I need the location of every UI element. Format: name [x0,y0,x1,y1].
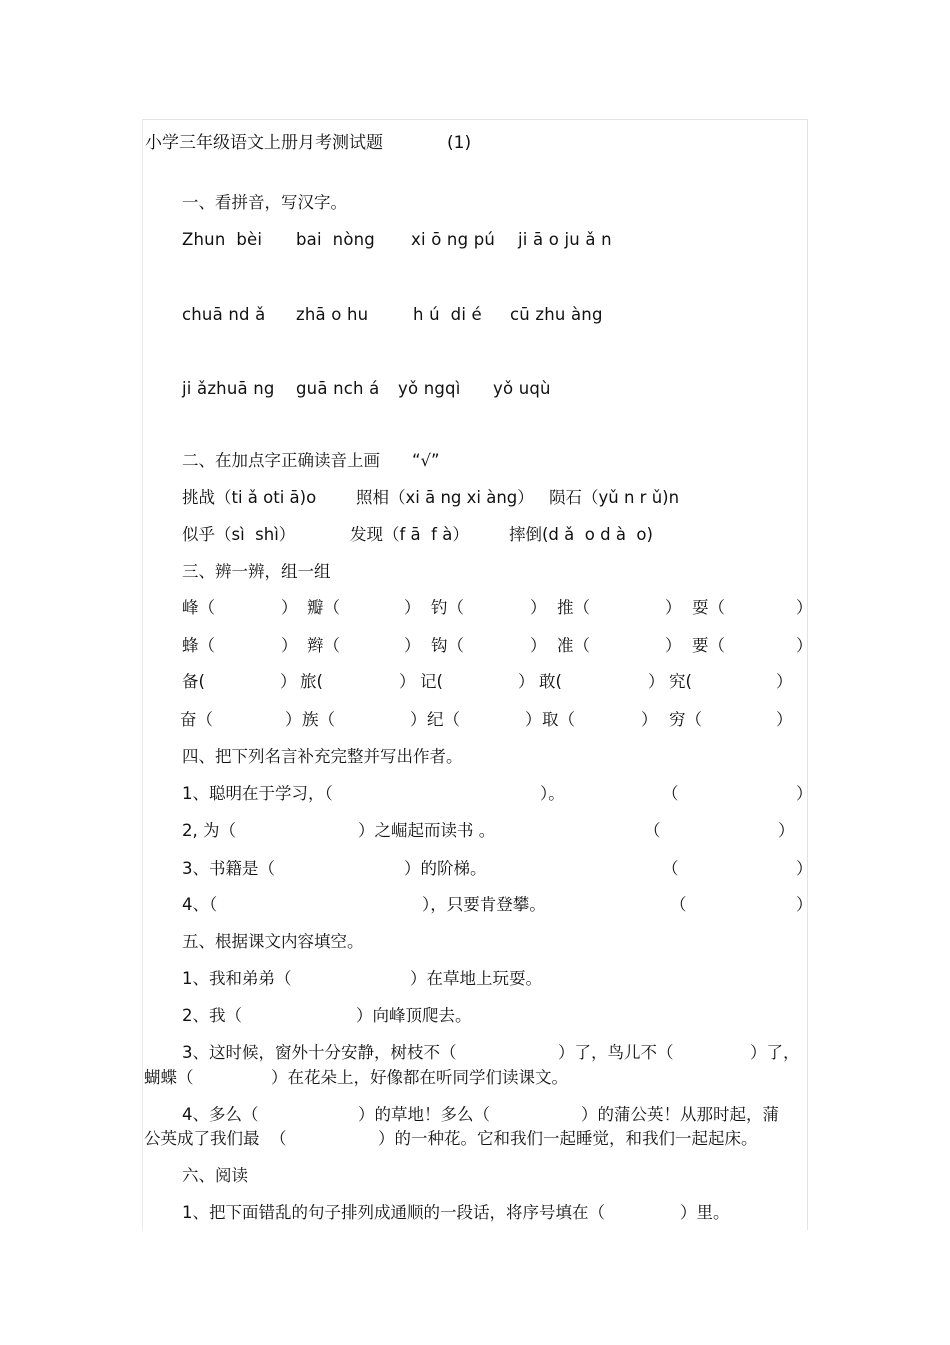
quote-item: 3、书籍是（ [182,859,275,878]
section-2-heading: 二、在加点字正确读音上画 [182,451,380,470]
page-title-number: (1) [447,133,472,153]
reading-item: 似乎（sì shì） [182,525,296,544]
pinyin-item: yǒ ngqì [398,379,461,398]
fill-blank-item: ）向峰顶爬去。 [356,1006,472,1025]
fill-blank-item: ）的草地！多么（ [358,1105,490,1124]
pinyin-item: zhā o hu [296,305,369,324]
section-6-heading: 六、阅读 [182,1166,248,1185]
word-paren: ） [281,636,298,655]
word-char: 要（ [692,636,725,655]
quote-item: ）的阶梯。 [404,859,487,878]
pinyin-item: h ú di é [413,305,482,324]
word-paren: ） [665,598,682,617]
pinyin-item: guā nch á [296,379,380,398]
reading-item: 摔倒(d ǎ o d à o) [509,525,653,544]
word-char: 奋（ [180,710,213,729]
word-paren: ） [410,710,427,729]
fill-blank-item: ）了， [750,1043,800,1062]
author-paren: （ [644,821,661,840]
fill-blank-item: ）在草地上玩耍。 [410,969,542,988]
word-paren: ） [796,636,813,655]
quote-item: 4、（ [182,895,218,914]
word-paren: ） [648,672,665,691]
pinyin-item: ji ā o ju ǎ n [518,230,612,249]
word-char: 取（ [542,710,575,729]
word-char: 峰（ [182,598,215,617]
reading-question: ）里。 [680,1203,730,1222]
pinyin-item: bai nòng [296,230,375,249]
word-char: 敢( [539,672,562,691]
author-paren: （ [662,784,679,803]
word-char: 耍（ [692,598,725,617]
word-char: 钓（ [431,598,464,617]
reading-item: 陨石（yǔ n r ǔ)n [549,488,680,507]
reading-item: 发现（f ā f à） [350,525,469,544]
author-paren: ） [778,821,795,840]
quote-item: ），只要肯登攀。 [422,895,546,914]
word-char: 准（ [557,636,590,655]
reading-item: 照相（xi ā ng xi àng） [356,488,534,507]
word-char: 瓣（ [307,598,340,617]
section-3-heading: 三、辨一辨，组一组 [182,562,331,581]
pinyin-item: yǒ uqù [493,379,551,398]
word-paren: ） [530,636,547,655]
section-5-heading: 五、根据课文内容填空。 [182,932,364,951]
page-frame [142,119,808,1230]
section-1-heading: 一、看拼音，写汉字。 [182,193,347,212]
pinyin-item: Zhun bèi [182,230,263,249]
quote-item: 1、聪明在于学习，（ [182,784,333,803]
word-char: 蜂（ [182,636,215,655]
pinyin-item: xi ō ng pú [411,230,496,249]
author-paren: （ [670,895,687,914]
word-paren: ） [776,710,793,729]
author-paren: ） [796,895,813,914]
fill-blank-item: 1、我和弟弟（ [182,969,292,988]
reading-question: 1、把下面错乱的句子排列成通顺的一段话，将序号填在（ [182,1203,605,1222]
fill-blank-item: 2、我（ [182,1006,242,1025]
word-char: 穷（ [669,710,702,729]
word-paren: ） [281,598,298,617]
fill-blank-item: ）的一种花。它和我们一起睡觉，和我们一起起床。 [378,1129,758,1148]
word-char: 辫（ [307,636,340,655]
fill-blank-item: 3、这时候，窗外十分安静，树枝不（ [182,1043,457,1062]
word-paren: ） [518,672,535,691]
word-paren: ） [285,710,302,729]
word-paren: ） [525,710,542,729]
word-char: 究( [669,672,692,691]
word-paren: ） [665,636,682,655]
fill-blank-item: ）在花朵上，好像都在听同学们读课文。 [271,1068,568,1087]
word-char: 钩（ [431,636,464,655]
word-paren: ） [776,672,793,691]
check-mark-quote: “√” [412,451,440,470]
word-paren: ） [399,672,416,691]
quote-item: ）之崛起而读书 。 [358,821,496,840]
author-paren: ） [796,859,813,878]
fill-blank-item: 4、多么（ [182,1105,259,1124]
pinyin-item: cū zhu àng [510,305,603,324]
word-char: 记( [420,672,443,691]
fill-blank-item: ）的蒲公英！从那时起，蒲 [581,1105,779,1124]
section-4-heading: 四、把下列名言补充完整并写出作者。 [182,747,463,766]
page-title: 小学三年级语文上册月考测试题 [145,133,383,153]
word-char: 纪（ [427,710,460,729]
quote-item: ）。 [540,784,565,803]
word-char: 旅( [300,672,323,691]
author-paren: （ [662,859,679,878]
fill-blank-item: ）了，鸟儿不（ [558,1043,674,1062]
word-paren: ） [404,598,421,617]
reading-item: 挑战（ti ǎ oti ā)o [182,488,317,507]
word-paren: ） [404,636,421,655]
word-paren: ） [641,710,658,729]
author-paren: ） [796,784,813,803]
word-char: 族（ [302,710,335,729]
fill-blank-item: 公英成了我们最 （ [144,1129,287,1148]
word-paren: ） [280,672,297,691]
quote-item: 2, 为（ [182,821,236,840]
word-char: 推（ [557,598,590,617]
fill-blank-item: 蝴蝶（ [144,1068,194,1087]
word-paren: ） [530,598,547,617]
pinyin-item: ji ǎzhuā ng [182,379,275,398]
word-char: 备( [182,672,205,691]
pinyin-item: chuā nd ǎ [182,305,266,324]
word-paren: ） [796,598,813,617]
